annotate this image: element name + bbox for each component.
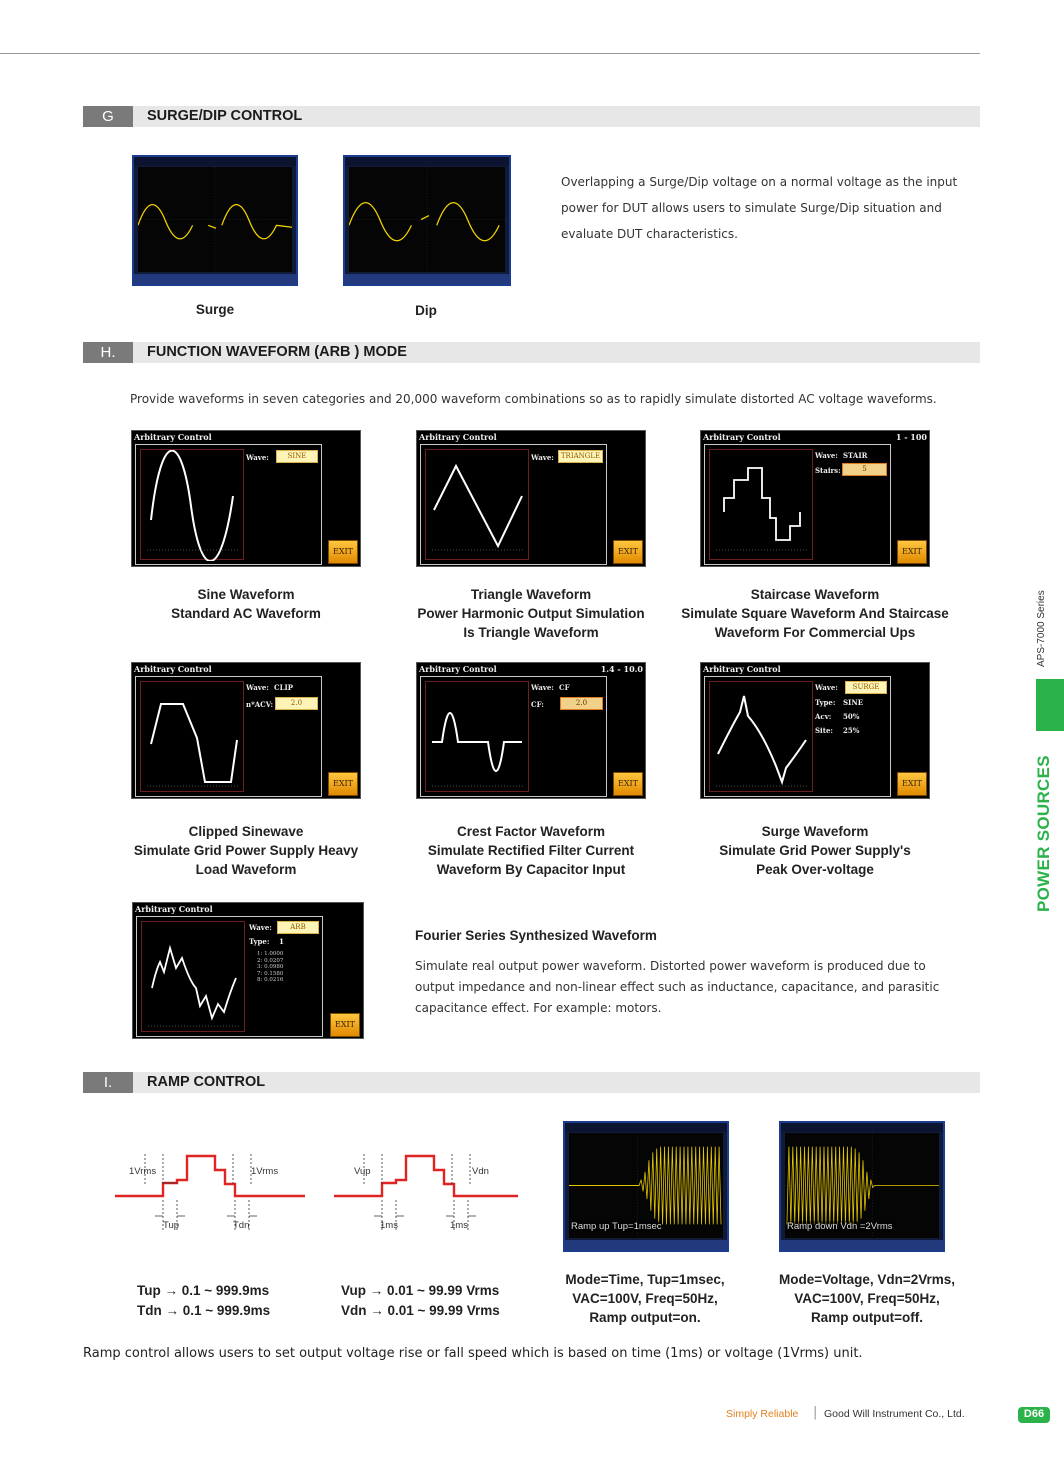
ramp-up-mode-caption: Mode=Time, Tup=1msec, VAC=100V, Freq=50Hz, Ramp output=on. [565,1272,725,1325]
category-side-label: POWER SOURCES [1034,755,1053,912]
ramp-summary: Ramp control allows users to set output voltage rise or fall speed which is based on time (1ms) or voltage (1Vrms) unit. [83,1346,863,1361]
acv-value: 2.0 [275,697,318,710]
caption-surge-waveform: Surge Waveform Simulate Grid Power Supply's Peak Over-voltage [719,824,911,877]
section-tag: G [83,106,133,127]
stairs-value: 5 [842,463,887,476]
waveform-plot [141,921,245,1032]
surge-scope-screen [132,155,298,286]
screen-title: Arbitrary Control [134,664,212,674]
surge-dip-description: Overlapping a Surge/Dip voltage on a normal voltage as the input power for DUT allows users to simulate Surge/Dip situation and evaluate DUT characteristics. [561,175,958,241]
dip-caption: Dip [415,303,437,318]
arb-screen-triangle: Arbitrary Control Wave: TRIANGLE EXIT [416,430,646,567]
category-tab [1036,679,1064,731]
section-header-arb-mode [83,342,980,363]
footer-slogan: Simply Reliable [726,1408,799,1420]
arb-intro: Provide waveforms in seven categories and 20,000 waveform combinations so as to rapidly simulate distorted AC voltage waveforms. [130,392,937,406]
section-title: SURGE/DIP CONTROL [147,108,303,124]
ramp-up-label: Ramp up Tup=1msec [571,1221,662,1232]
page-number-badge: D66 [1018,1407,1050,1423]
caption-triangle: Triangle Waveform Power Harmonic Output Simulation Is Triangle Waveform [417,587,645,640]
ramp-voltage-spec: Vup → 0.01 ~ 99.99 Vrms Vdn → 0.01 ~ 99.99 Vrms [341,1283,500,1318]
fourier-description: Simulate real output power waveform. Distorted power waveform is produced due to output impedance and non-linear effect such as inductance, capacitance, and parasitic capacitance effect. For example: motors. [415,959,940,1015]
exit-button[interactable]: EXIT [897,772,927,796]
exit-button[interactable]: EXIT [328,540,358,564]
arb-screen-sine: Arbitrary Control Wave: SINE EXIT [131,430,361,567]
exit-button[interactable]: EXIT [330,1013,360,1037]
screen-title: Arbitrary Control [419,432,497,442]
surge-caption: Surge [195,302,235,317]
waveform-plot [425,449,529,560]
caption-crest-factor: Crest Factor Waveform Simulate Rectified Filter Current Waveform By Capacitor Input [427,824,635,877]
wave-value: SINE [276,450,318,463]
arb-screen-crest-factor: Arbitrary Control 1.4 - 10.0 Wave: CF CF: 2.0 EXIT [416,662,646,799]
dip-scope-screen [343,155,511,286]
exit-button[interactable]: EXIT [613,540,643,564]
waveform-plot [709,681,813,792]
ramp-down-mode-caption: Mode=Voltage, Vdn=2Vrms, VAC=100V, Freq=50Hz, Ramp output=off. [778,1272,956,1325]
range-readout: 1.4 - 10.0 [600,664,643,674]
exit-button[interactable]: EXIT [328,772,358,796]
fourier-title: Fourier Series Synthesized Waveform [415,928,657,943]
cf-value: 2.0 [560,697,603,710]
exit-button[interactable]: EXIT [613,772,643,796]
caption-clipped: Clipped Sinewave Simulate Grid Power Supply Heavy Load Waveform [133,824,359,877]
ramp-up-scope-screen [563,1121,729,1252]
section-title: RAMP CONTROL [147,1074,266,1090]
footer-company: Good Will Instrument Co., Ltd. [824,1408,965,1420]
screen-title: Arbitrary Control [135,904,213,914]
ramp-voltage-diagram: Vup Vdn 1ms 1ms [334,1140,524,1240]
range-readout: 1 - 100 [895,432,927,442]
exit-button[interactable]: EXIT [897,540,927,564]
section-tag: H. [83,342,133,363]
arb-screen-stair: Arbitrary Control 1 - 100 Wave: STAIR Stairs: 5 EXIT [700,430,930,567]
wave-value: TRIANGLE [558,450,603,463]
waveform-plot [140,449,244,560]
series-side-label: APS-7000 Series [1036,590,1047,667]
ramp-time-diagram: 1Vrms 1Vrms Tup Tdn [115,1140,305,1240]
ramp-time-spec: Tup → 0.1 ~ 999.9ms Tdn → 0.1 ~ 999.9ms [137,1283,271,1318]
arb-screen-fourier: Arbitrary Control Wave: ARB Type: 1 1: 1.0000 2: 0.0207 3: 0.0980 7: 0.1580 8: 0.0216 EXIT [132,902,364,1039]
section-title: FUNCTION WAVEFORM (ARB ) MODE [147,344,407,360]
caption-staircase: Staircase Waveform Simulate Square Waveform And Staircase Waveform For Commercial Ups [681,587,949,640]
waveform-plot [425,681,529,792]
ramp-down-scope-screen [779,1121,945,1252]
screen-title: Arbitrary Control [703,432,781,442]
wave-value: SURGE [845,681,887,694]
footer-separator: | [813,1405,818,1420]
section-header-surge-dip [83,106,980,127]
arb-screen-surge: Arbitrary Control Wave: SURGE Type: SINE Acv: 50% Site: 25% EXIT [700,662,930,799]
screen-title: Arbitrary Control [134,432,212,442]
screen-title: Arbitrary Control [703,664,781,674]
waveform-plot [709,449,813,560]
screen-title: Arbitrary Control [419,664,497,674]
coefficient-list: 1: 1.0000 2: 0.0207 3: 0.0980 7: 0.1580 8: 0.0216 [257,951,284,983]
section-tag: I. [83,1072,133,1093]
ramp-down-label: Ramp down Vdn =2Vrms [787,1221,893,1232]
wave-value: ARB [277,921,319,934]
caption-sine: Sine Waveform Standard AC Waveform [171,587,321,621]
section-header-ramp [83,1072,980,1093]
top-rule [0,53,980,54]
arb-screen-clip: Arbitrary Control Wave: CLIP n*ACV: 2.0 EXIT [131,662,361,799]
waveform-plot [140,681,244,792]
